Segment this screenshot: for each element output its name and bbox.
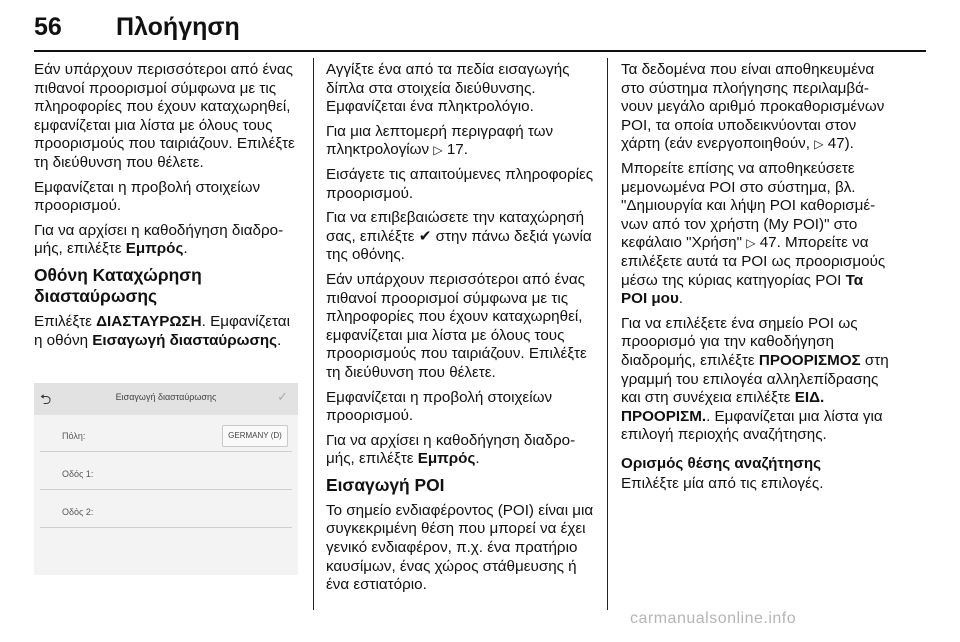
paragraph: Για να αρχίσει η καθοδήγηση διαδρομής, επιλέξτε Εμπρός. [326,431,576,468]
paragraph: Τα δεδομένα που είναι αποθηκευμένα στο σύστημα πλοήγησης περιλαμβάνουν μεγάλο αριθμό προκαθορισμένων POI, τα οποία υποδεικνύονται στον χάρτη (εάν ενεργοποιηθούν, ▷ 47). [621,61,885,153]
form-row-street-2[interactable] [40,497,292,528]
reference-arrow-icon: ▷ [746,236,756,251]
paragraph: Για να επιβεβαιώσετε την καταχώρησή σας, επιλέξτε ✔ στην πάνω δεξιά γωνία της οθόνης. [326,209,592,264]
bold-term: ΔΙΑΣΤΑΥΡΩΣΗ [96,312,202,330]
bold-term: Εμπρός [417,450,476,468]
paragraph: Εισάγετε τις απαιτούμενες πληροφορίες προορισμού. [326,165,594,202]
bold-term: Τα POI μου [621,271,864,308]
page-header [34,9,926,49]
form-row-city [40,421,292,452]
paragraph: Επιλέξτε ΔΙΑΣΤΑΥΡΩΣΗ. Εμφανίζεται η οθόνη Εισαγωγή διασταύρωσης. [34,312,290,349]
form-row-street-1[interactable] [40,459,292,490]
bold-term: ΠΡΟΟΡΙΣΜΟΣ [758,351,861,369]
page-reference: 47 [827,135,845,153]
subsection-heading: Ορισμός θέσης αναζήτησης [621,454,821,472]
page-reference: 47 [759,234,777,252]
back-icon[interactable]: ⮌ [40,391,52,407]
section-heading: Εισαγωγή POI [326,474,445,495]
paragraph: Το σημείο ενδιαφέροντος (POI) είναι μια συγκεκριμένη θέση που μπορεί να έχει γενικό ενδιαφέρον, π.χ. ένα πρατήριο καυσίμων, ένας χώρος στάθμευσης ή ένα εστιατόριο. [326,501,594,594]
paragraph: Εάν υπάρχουν περισσότεροι από ένας πιθανοί προορισμοί σύμφωνα με τις πληροφορίες που έχουν καταχωρηθεί, εμφανίζεται μια λίστα με όλους τους προορισμούς που ταιριάζουν. Επιλέξτε τη διεύθυνση που θέλετε. [34,61,295,171]
field-label: Πόλη: [62,431,86,441]
screen-title-bar [34,383,298,415]
bold-term: Εμπρός [125,240,184,258]
paragraph: Μπορείτε επίσης να αποθηκεύσετε μεμονωμένα POI στο σύστημα, βλ. "Δημιουργία και λήψη POI καθορισμένων από τον χρήστη (My POI)" στο κεφάλαιο "Χρήση" ▷ 47. Μπορείτε να επιλέξετε αυτά τα POI ως προορισμούς μέσω της κύριας κατηγορίας POI Τα POI μου. [621,159,886,308]
country-button[interactable]: GERMANY (D) [222,425,288,447]
page-reference: 17 [446,141,464,159]
field-label: Οδός 1: [62,469,94,479]
checkmark-icon[interactable]: ✓ [277,389,288,404]
screen-title: Εισαγωγή διασταύρωσης [115,392,217,402]
paragraph: Για να αρχίσει η καθοδήγηση διαδρομής, επιλέξτε Εμπρός. [34,221,284,258]
page-title: Πλοήγηση [116,13,240,41]
bold-term: ΕΙΔ. ΠΡΟΟΡΙΣΜ. [621,389,825,425]
column-1 [34,61,302,356]
page-number: 56 [34,13,62,41]
section-heading: Οθόνη Καταχώρηση διασταύρωσης [34,264,202,306]
checkmark-icon: ✔ [418,227,432,245]
screen-form [34,415,298,575]
column-2 [326,61,594,601]
paragraph: Για να επιλέξετε ένα σημείο POI ως προορισμό για την καθοδήγηση διαδρομής, επιλέξτε ΠΡΟΟΡΙΣΜΟΣ στη γραμμή του επιλογέα αλληλεπίδρασης και στη συνέχεια επιλέξτε ΕΙΔ. ΠΡΟΟΡΙΣΜ.. Εμφανίζεται μια λίστα για επιλογή περιοχής αναζήτησης. [621,314,889,444]
field-label: Οδός 2: [62,507,94,517]
column-divider-2 [607,58,608,610]
header-divider [34,50,926,52]
reference-arrow-icon: ▷ [814,137,824,152]
watermark: carmanualsonline.info [630,610,797,627]
column-3 [621,61,893,500]
column-divider-1 [313,58,314,610]
paragraph: Για μια λεπτομερή περιγραφή των πληκτρολογίων ▷ 17. [326,122,554,159]
bold-term: Εισαγωγή διασταύρωσης [92,331,278,349]
paragraph: Αγγίξτε ένα από τα πεδία εισαγωγής δίπλα στα στοιχεία διεύθυνσης. Εμφανίζεται ένα πληκτρολόγιο. [326,61,570,116]
paragraph: Εμφανίζεται η προβολή στοιχείων προορισμού. [326,388,553,425]
intersection-entry-screenshot [34,383,298,575]
paragraph: Επιλέξτε μία από τις επιλογές. [621,475,824,493]
reference-arrow-icon: ▷ [433,143,443,158]
paragraph: Εμφανίζεται η προβολή στοιχείων προορισμού. [34,178,261,215]
paragraph: Εάν υπάρχουν περισσότεροι από ένας πιθανοί προορισμοί σύμφωνα με τις πληροφορίες που έχουν καταχωρηθεί, εμφανίζεται μια λίστα με όλους τους προορισμούς που ταιριάζουν. Επιλέξτε τη διεύθυνση που θέλετε. [326,270,587,381]
